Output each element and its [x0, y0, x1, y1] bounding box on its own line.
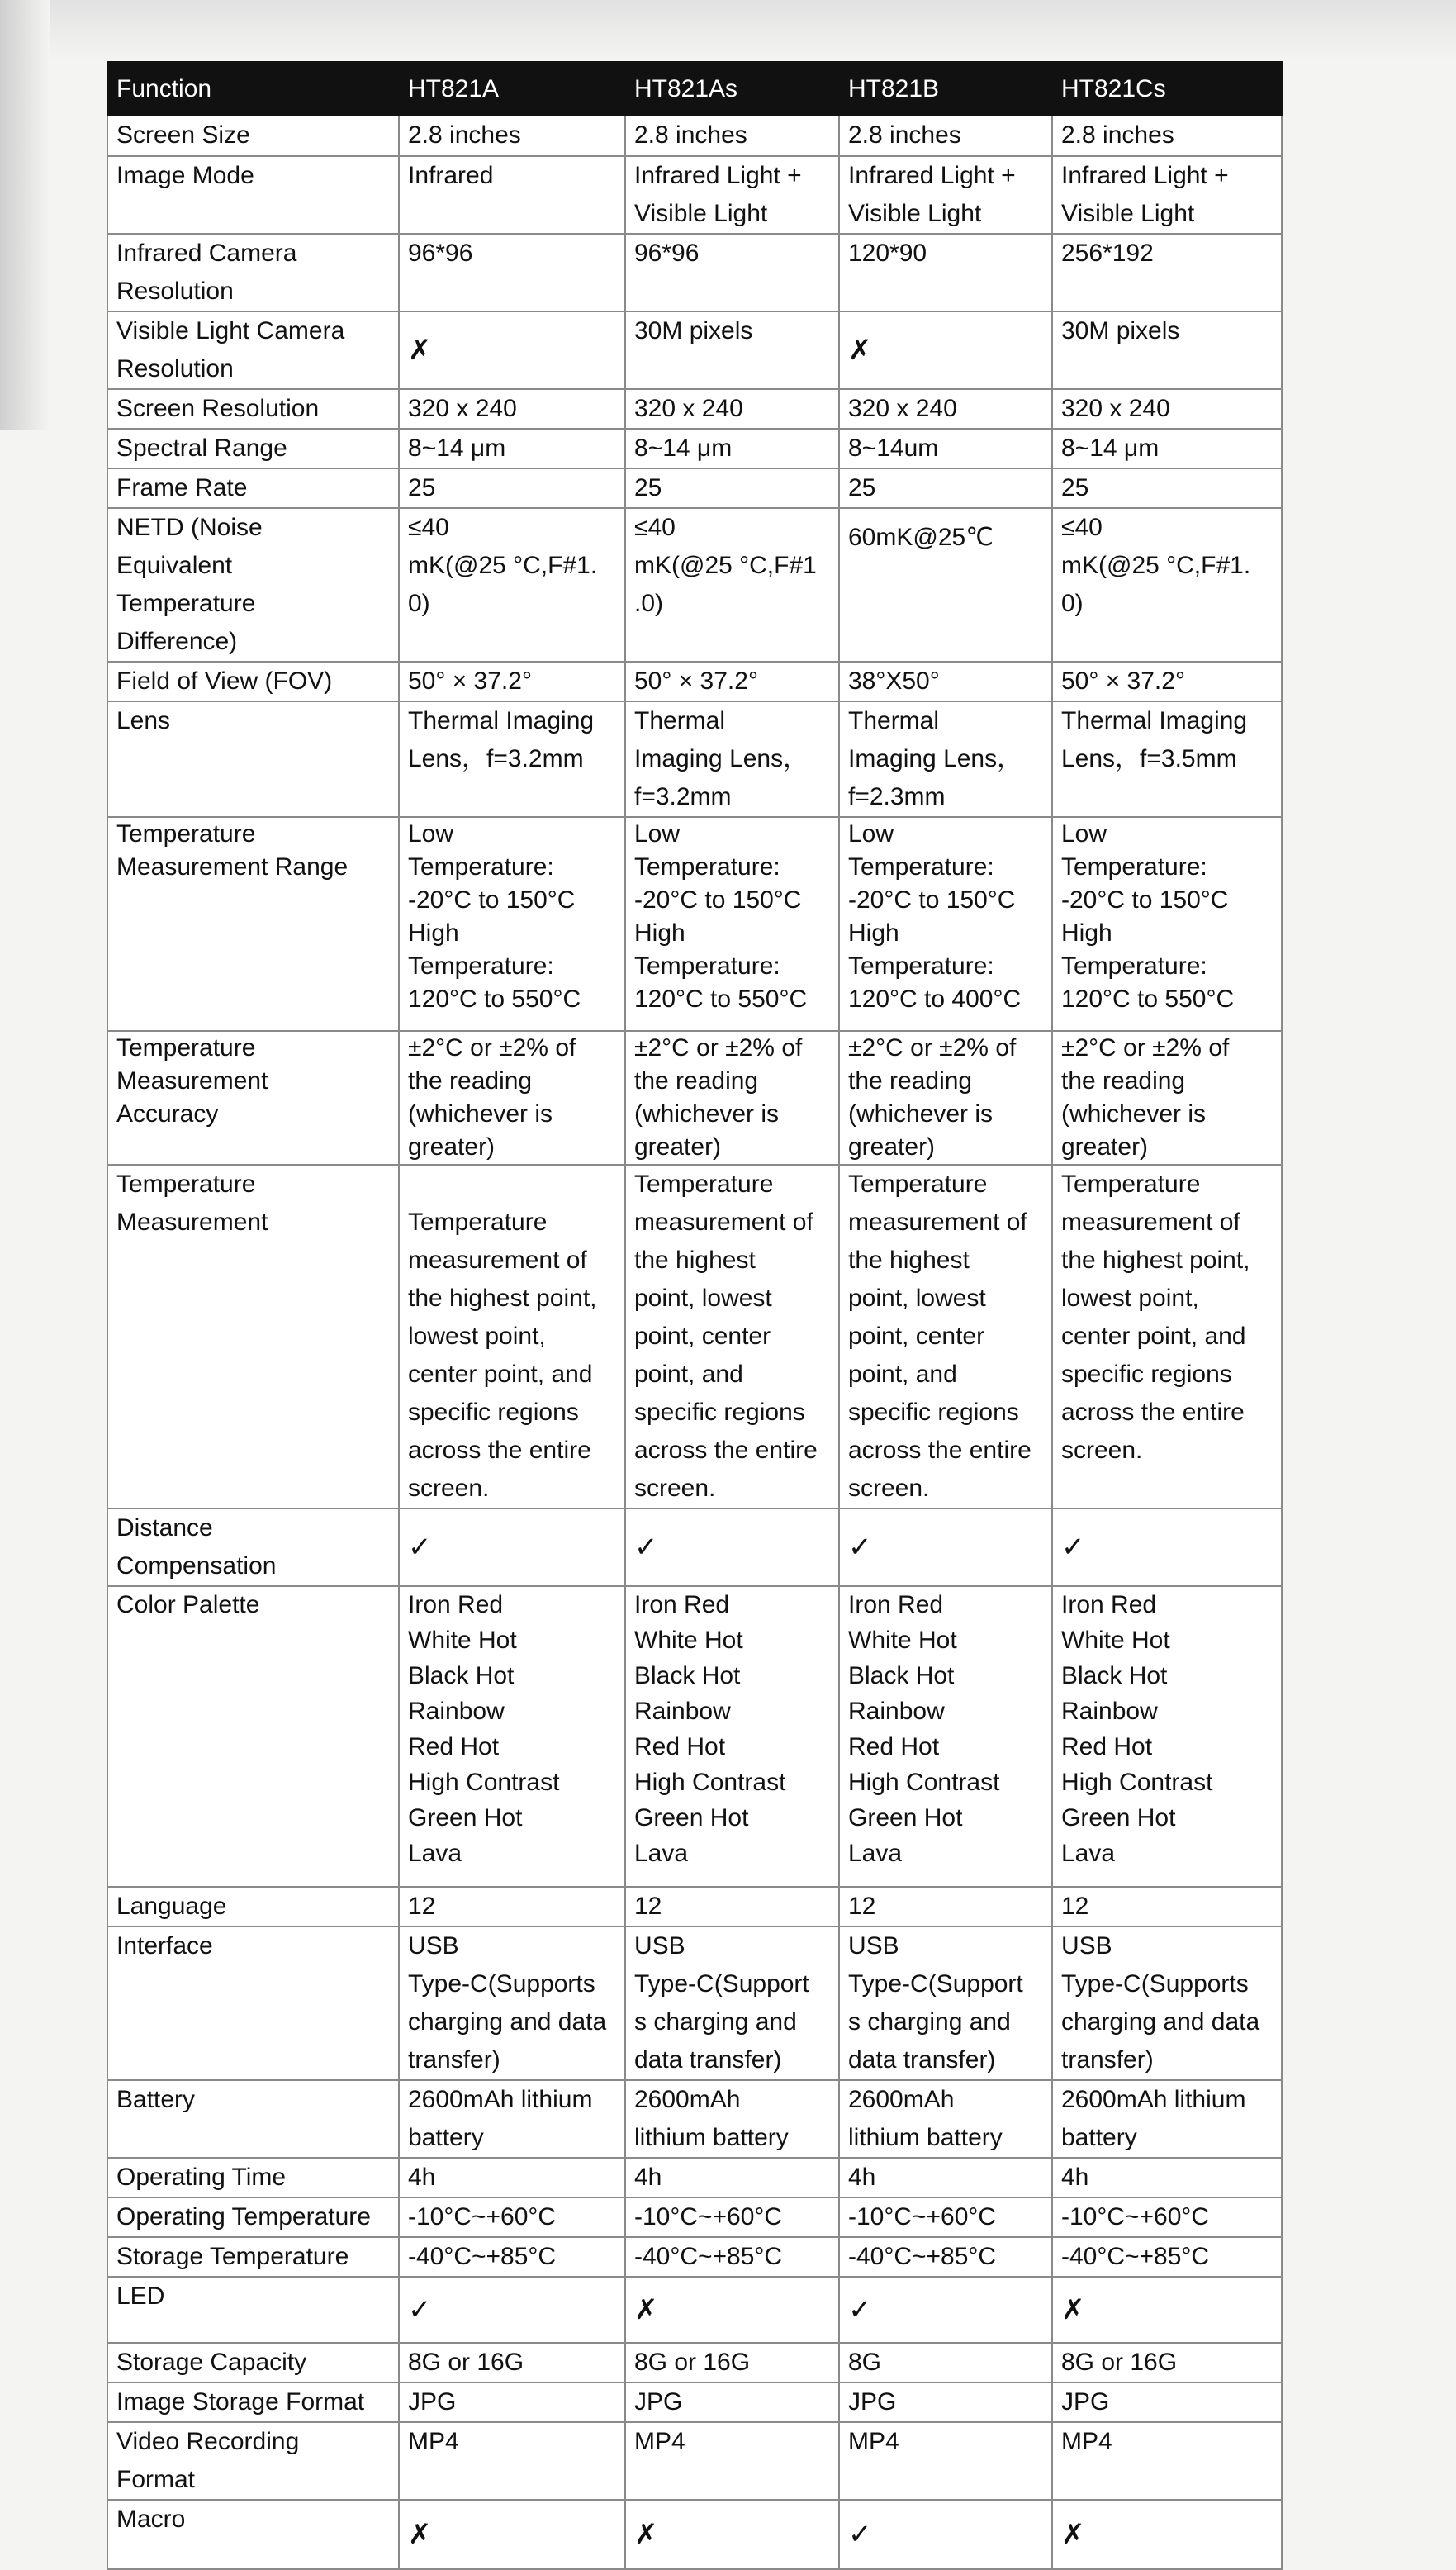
- header-model: HT821A: [399, 62, 625, 116]
- cell-value: 50° × 37.2°: [1052, 662, 1282, 701]
- cell-value: Iron Red White Hot Black Hot Rainbow Red Hot High Contrast Green Hot Lava: [839, 1586, 1052, 1887]
- cell-value: 50° × 37.2°: [399, 662, 625, 701]
- cell-value: 4h: [625, 2158, 839, 2197]
- cell-value: 2.8 inches: [1052, 116, 1282, 156]
- cell-value: JPG: [399, 2382, 625, 2422]
- row-label: Video Recording Format: [107, 2422, 399, 2500]
- cell-value: Temperature measurement of the highest point, lowest point, center point, and specific regions across the entire screen.: [839, 1165, 1052, 1508]
- cross-icon: ✗: [625, 2277, 839, 2343]
- table-row: [107, 389, 1282, 429]
- cell-value: Temperature measurement of the highest point, lowest point, center point, and specific regions across the entire screen.: [1052, 1165, 1282, 1508]
- table-row: [107, 2277, 1282, 2343]
- cell-value: MP4: [625, 2422, 839, 2500]
- row-label: Temperature Measurement: [107, 1165, 399, 1508]
- cell-value: -40°C~+85°C: [399, 2237, 625, 2277]
- check-icon: ✓: [839, 2277, 1052, 2343]
- cell-value: 8G or 16G: [625, 2343, 839, 2382]
- cell-value: USB Type-C(Supports charging and data transfer): [1052, 1926, 1282, 2080]
- cell-value: 8G or 16G: [1052, 2343, 1282, 2382]
- row-label: Image Storage Format: [107, 2382, 399, 2422]
- row-label: Language: [107, 1887, 399, 1926]
- cell-value: 2600mAh lithium battery: [839, 2080, 1052, 2158]
- background-photo-top: [0, 0, 1456, 61]
- cell-value: Thermal Imaging Lens， f=2.3mm: [839, 701, 1052, 817]
- cell-value: Infrared Light + Visible Light: [839, 156, 1052, 234]
- cell-value: 256*192: [1052, 234, 1282, 311]
- check-icon: ✓: [1052, 1508, 1282, 1586]
- table-row: [107, 2080, 1282, 2158]
- row-label: Storage Capacity: [107, 2343, 399, 2382]
- table-row: [107, 116, 1282, 156]
- row-label: Color Palette: [107, 1586, 399, 1887]
- cell-value: 2.8 inches: [625, 116, 839, 156]
- row-label: Storage Temperature: [107, 2237, 399, 2277]
- row-label: Screen Size: [107, 116, 399, 156]
- table-row: [107, 1887, 1282, 1926]
- cell-value: 8G: [839, 2343, 1052, 2382]
- cell-value: 30M pixels: [625, 311, 839, 389]
- row-label: Visible Light Camera Resolution: [107, 311, 399, 389]
- cell-value: 8~14 μm: [1052, 429, 1282, 468]
- cell-value: 2600mAh lithium battery: [625, 2080, 839, 2158]
- cell-value: 12: [399, 1887, 625, 1926]
- row-label: LED: [107, 2277, 399, 2343]
- table-row: [107, 662, 1282, 701]
- table-row: [107, 1165, 1282, 1508]
- table-row: [107, 2343, 1282, 2382]
- cross-icon: ✗: [399, 311, 625, 389]
- cell-value: Temperature measurement of the highest point, lowest point, center point, and specific regions across the entire screen.: [625, 1165, 839, 1508]
- check-icon: ✓: [399, 1508, 625, 1586]
- background-photo-edge: [0, 0, 50, 430]
- cell-value: 12: [625, 1887, 839, 1926]
- cell-value: ±2°C or ±2% of the reading (whichever is greater): [399, 1031, 625, 1165]
- table-row: [107, 2422, 1282, 2500]
- header-function: Function: [107, 62, 399, 116]
- cell-value: -10°C~+60°C: [399, 2197, 625, 2237]
- cell-value: Thermal Imaging Lens， f=3.2mm: [625, 701, 839, 817]
- cell-value: 25: [625, 468, 839, 508]
- cell-value: Infrared: [399, 156, 625, 234]
- row-label: Lens: [107, 701, 399, 817]
- table-row: [107, 2382, 1282, 2422]
- cell-value: -40°C~+85°C: [625, 2237, 839, 2277]
- cell-value: ±2°C or ±2% of the reading (whichever is greater): [839, 1031, 1052, 1165]
- cell-value: ≤40 mK(@25 °C,F#1. 0): [1052, 508, 1282, 662]
- check-icon: ✓: [625, 1508, 839, 1586]
- cross-icon: ✗: [625, 2500, 839, 2569]
- row-label: Interface: [107, 1926, 399, 2080]
- cell-value: 50° × 37.2°: [625, 662, 839, 701]
- cross-icon: ✗: [839, 311, 1052, 389]
- row-label: Field of View (FOV): [107, 662, 399, 701]
- row-label: Screen Resolution: [107, 389, 399, 429]
- cell-value: Iron Red White Hot Black Hot Rainbow Red Hot High Contrast Green Hot Lava: [625, 1586, 839, 1887]
- cell-value: -10°C~+60°C: [1052, 2197, 1282, 2237]
- cell-value: -10°C~+60°C: [839, 2197, 1052, 2237]
- table-row: [107, 429, 1282, 468]
- cell-value: MP4: [399, 2422, 625, 2500]
- cell-value: Low Temperature: -20°C to 150°C High Temperature: 120°C to 550°C: [1052, 817, 1282, 1031]
- table-row: [107, 2500, 1282, 2569]
- table-row: [107, 234, 1282, 311]
- cell-value: Infrared Light + Visible Light: [1052, 156, 1282, 234]
- cell-value: Temperature measurement of the highest point, lowest point, center point, and specific regions across the entire screen.: [399, 1165, 625, 1508]
- row-label: Macro: [107, 2500, 399, 2569]
- cell-value: 60mK@25℃: [839, 508, 1052, 662]
- table-row: [107, 508, 1282, 662]
- check-icon: ✓: [839, 1508, 1052, 1586]
- cell-value: ≤40 mK(@25 °C,F#1. 0): [399, 508, 625, 662]
- cell-value: Iron Red White Hot Black Hot Rainbow Red Hot High Contrast Green Hot Lava: [399, 1586, 625, 1887]
- cell-value: Low Temperature: -20°C to 150°C High Temperature: 120°C to 550°C: [399, 817, 625, 1031]
- cell-value: 320 x 240: [839, 389, 1052, 429]
- cell-value: 320 x 240: [399, 389, 625, 429]
- cell-value: 12: [1052, 1887, 1282, 1926]
- spec-comparison-table: [107, 61, 1283, 2570]
- header-model: HT821Cs: [1052, 62, 1282, 116]
- table-row: [107, 1586, 1282, 1887]
- cell-value: 12: [839, 1887, 1052, 1926]
- check-icon: ✓: [399, 2277, 625, 2343]
- row-label: Operating Time: [107, 2158, 399, 2197]
- cell-value: MP4: [839, 2422, 1052, 2500]
- table-row: [107, 468, 1282, 508]
- cell-value: JPG: [839, 2382, 1052, 2422]
- cell-value: Thermal Imaging Lens，f=3.5mm: [1052, 701, 1282, 817]
- cell-value: 2.8 inches: [839, 116, 1052, 156]
- row-label: Infrared Camera Resolution: [107, 234, 399, 311]
- table-row: [107, 2158, 1282, 2197]
- cell-value: 8G or 16G: [399, 2343, 625, 2382]
- row-label: Image Mode: [107, 156, 399, 234]
- cross-icon: ✗: [1052, 2277, 1282, 2343]
- cell-value: -40°C~+85°C: [1052, 2237, 1282, 2277]
- row-label: Spectral Range: [107, 429, 399, 468]
- cell-value: 4h: [839, 2158, 1052, 2197]
- row-label: Frame Rate: [107, 468, 399, 508]
- cross-icon: ✗: [1052, 2500, 1282, 2569]
- table-row: [107, 817, 1282, 1031]
- header-model: HT821As: [625, 62, 839, 116]
- cell-value: 38°X50°: [839, 662, 1052, 701]
- cell-value: 96*96: [625, 234, 839, 311]
- table-row: [107, 156, 1282, 234]
- cell-value: 2600mAh lithium battery: [1052, 2080, 1282, 2158]
- cell-value: 8~14um: [839, 429, 1052, 468]
- cell-value: Low Temperature: -20°C to 150°C High Temperature: 120°C to 400°C: [839, 817, 1052, 1031]
- cell-value: 120*90: [839, 234, 1052, 311]
- cell-value: JPG: [625, 2382, 839, 2422]
- header-model: HT821B: [839, 62, 1052, 116]
- cell-value: 4h: [1052, 2158, 1282, 2197]
- table-row: [107, 2237, 1282, 2277]
- cell-value: 4h: [399, 2158, 625, 2197]
- row-label: Temperature Measurement Range: [107, 817, 399, 1031]
- cell-value: 25: [399, 468, 625, 508]
- cell-value: 25: [1052, 468, 1282, 508]
- check-icon: ✓: [839, 2500, 1052, 2569]
- row-label: Distance Compensation: [107, 1508, 399, 1586]
- cell-value: ±2°C or ±2% of the reading (whichever is greater): [625, 1031, 839, 1165]
- row-label: Operating Temperature: [107, 2197, 399, 2237]
- cell-value: Iron Red White Hot Black Hot Rainbow Red Hot High Contrast Green Hot Lava: [1052, 1586, 1282, 1887]
- cell-value: 320 x 240: [1052, 389, 1282, 429]
- cell-value: Low Temperature: -20°C to 150°C High Temperature: 120°C to 550°C: [625, 817, 839, 1031]
- cell-value: JPG: [1052, 2382, 1282, 2422]
- cell-value: 25: [839, 468, 1052, 508]
- table-row: [107, 311, 1282, 389]
- cell-value: 8~14 μm: [625, 429, 839, 468]
- table-row: [107, 1926, 1282, 2080]
- cell-value: Thermal Imaging Lens，f=3.2mm: [399, 701, 625, 817]
- table-row: [107, 1031, 1282, 1165]
- cell-value: 96*96: [399, 234, 625, 311]
- cell-value: -40°C~+85°C: [839, 2237, 1052, 2277]
- cell-value: 8~14 μm: [399, 429, 625, 468]
- table-row: [107, 701, 1282, 817]
- cell-value: MP4: [1052, 2422, 1282, 2500]
- row-label: NETD (Noise Equivalent Temperature Difference): [107, 508, 399, 662]
- cell-value: 2600mAh lithium battery: [399, 2080, 625, 2158]
- cell-value: Infrared Light + Visible Light: [625, 156, 839, 234]
- table-row: [107, 2197, 1282, 2237]
- cell-value: -10°C~+60°C: [625, 2197, 839, 2237]
- row-label: Temperature Measurement Accuracy: [107, 1031, 399, 1165]
- cell-value: USB Type-C(Support s charging and data transfer): [625, 1926, 839, 2080]
- cell-value: 30M pixels: [1052, 311, 1282, 389]
- cell-value: ±2°C or ±2% of the reading (whichever is greater): [1052, 1031, 1282, 1165]
- cell-value: USB Type-C(Supports charging and data transfer): [399, 1926, 625, 2080]
- row-label: Battery: [107, 2080, 399, 2158]
- cross-icon: ✗: [399, 2500, 625, 2569]
- cell-value: USB Type-C(Support s charging and data transfer): [839, 1926, 1052, 2080]
- table-header-row: [107, 62, 1282, 116]
- cell-value: 2.8 inches: [399, 116, 625, 156]
- cell-value: ≤40 mK(@25 °C,F#1 .0): [625, 508, 839, 662]
- table-row: [107, 1508, 1282, 1586]
- cell-value: 320 x 240: [625, 389, 839, 429]
